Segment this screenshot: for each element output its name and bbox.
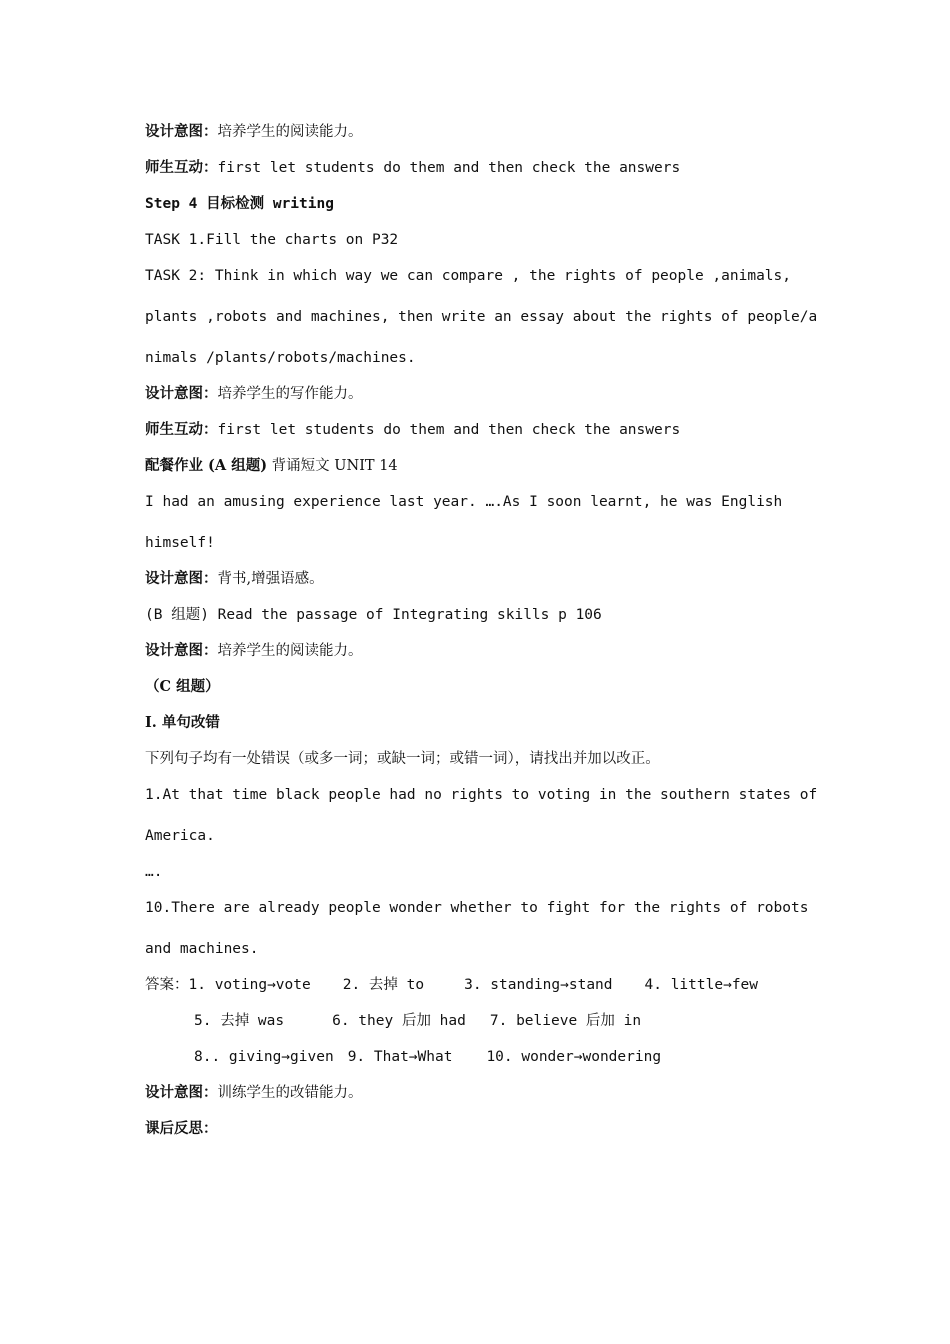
design-intent-5: 设计意图：训练学生的改错能力。 [145,1084,363,1101]
design-intent-1: 设计意图：培养学生的阅读能力。 [145,123,363,140]
answers-row-2: 5. 去掉 was 6. they 后加 had 7. believe 后加 in [194,1013,642,1029]
question-10-line-2: and machines. [145,941,259,957]
teacher-student-interaction-2: 师生互动：first let students do them and then check the answers [145,421,681,438]
document-page [145,122,818,1139]
ellipsis: …. [145,864,163,880]
task1-line: TASK 1.Fill the charts on P32 [145,232,399,248]
design-intent-4: 设计意图：培养学生的阅读能力。 [145,642,363,659]
question-1-line-1: 1.At that time black people had no rights to voting in the southern states of [145,787,818,803]
answers-row-3: 8.. giving→given 9. That→What 10. wonder→wondering [194,1049,662,1065]
after-class-reflection: 课后反思： [145,1120,218,1137]
homework-group-b: (B 组题) Read the passage of Integrating skills p 106 [145,607,602,623]
passage-line-2: himself! [145,535,215,551]
passage-line-1: I had an amusing experience last year. ….As I soon learnt, he was English [145,494,783,510]
homework-group-a: 配餐作业 (A 组题) 背诵短文 UNIT 14 [145,457,398,474]
design-intent-2: 设计意图：培养学生的写作能力。 [145,385,363,402]
answers-row-1: 答案：1. voting→vote 2. 去掉 to 3. standing→stand 4. little→few [145,977,759,993]
task2-line-3: nimals /plants/robots/machines. [145,350,416,366]
task2-line-1: TASK 2: Think in which way we can compare , the rights of people ,animals, [145,268,792,284]
teacher-student-interaction-1: 师生互动：first let students do them and then check the answers [145,159,681,176]
question-10-line-1: 10.There are already people wonder whether to fight for the rights of robots [145,900,809,916]
instructions: 下列句子均有一处错误（或多一词；或缺一词；或错一词），请找出并加以改正。 [145,751,660,767]
step4-heading: Step 4 目标检测 writing [145,196,334,212]
section-heading-error-correction: Ⅰ. 单句改错 [145,714,220,731]
homework-group-c: （C 组题） [145,678,220,695]
question-1-line-2: America. [145,828,215,844]
task2-line-2: plants ,robots and machines, then write an essay about the rights of people/a [145,309,818,325]
design-intent-3: 设计意图：背书,增强语感。 [145,570,324,587]
